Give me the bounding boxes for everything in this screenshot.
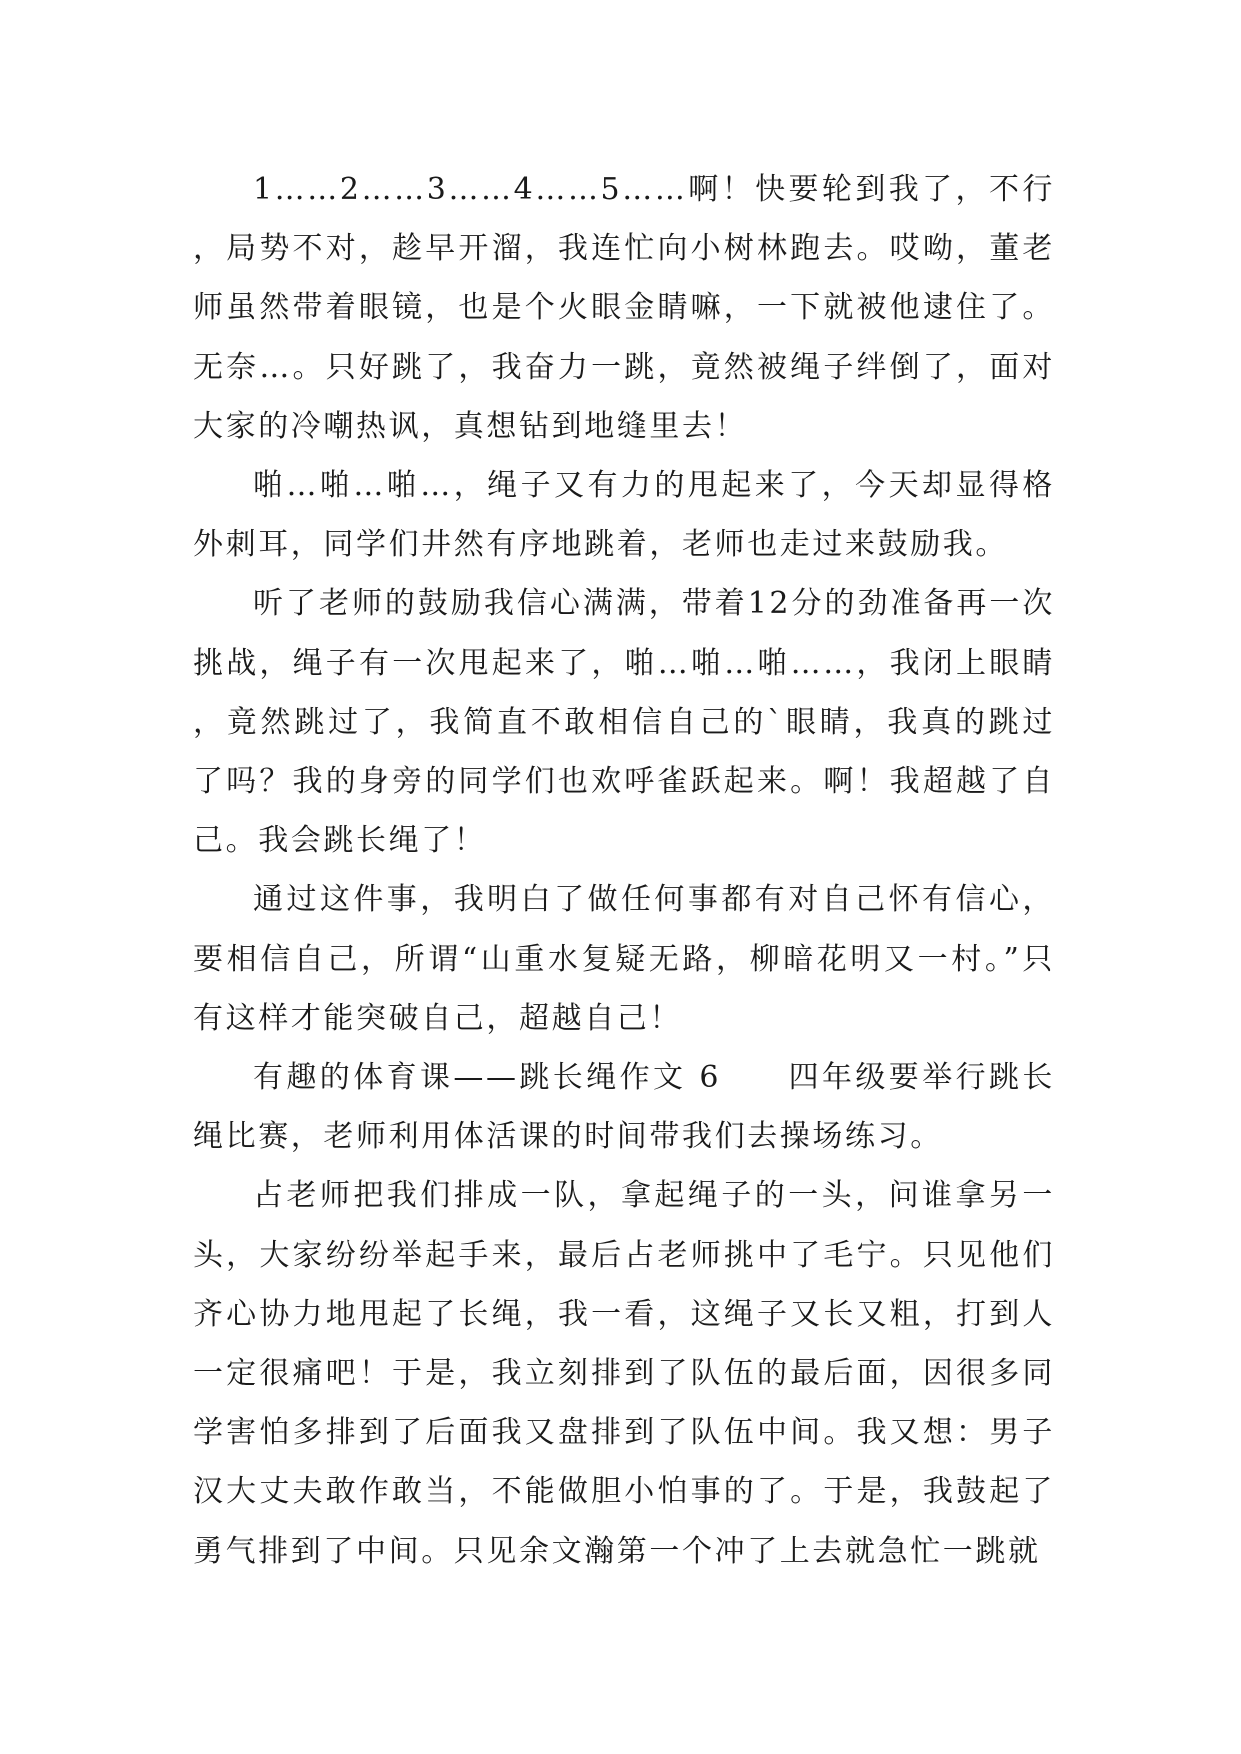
paragraph: 有趣的体育课——跳长绳作文 6 四年级要举行跳长绳比赛，老师利用体活课的时间带我们去操场练习。	[193, 1060, 1055, 1155]
essay-body	[193, 160, 1055, 1581]
paragraph: 1……2……3……4……5……啊！快要轮到我了，不行，局势不对，趁早开溜，我连忙向小树林跑去。哎呦，董老师虽然带着眼镜，也是个火眼金睛嘛，一下就被他逮住了。无奈…。只好跳了，我奋力一跳，竟然被绳子绊倒了，面对大家的冷嘲热讽，真想钻到地缝里去！	[193, 172, 1055, 444]
paragraph: 听了老师的鼓励我信心满满，带着12分的劲准备再一次挑战，绳子有一次甩起来了，啪…啪…啪……，我闭上眼睛，竟然跳过了，我简直不敢相信自己的`眼睛，我真的跳过了吗？我的身旁的同学们也欢呼雀跃起来。啊！我超越了自己。我会跳长绳了！	[193, 586, 1055, 859]
paragraph: 通过这件事，我明白了做任何事都有对自己怀有信心，要相信自己，所谓“山重水复疑无路，柳暗花明又一村。”只有这样才能突破自己，超越自己！	[193, 882, 1055, 1036]
paragraph: 啪…啪…啪…，绳子又有力的甩起来了，今天却显得格外刺耳，同学们井然有序地跳着，老师也走过来鼓励我。	[193, 468, 1055, 563]
paragraph: 占老师把我们排成一队，拿起绳子的一头，问谁拿另一头，大家纷纷举起手来，最后占老师挑中了毛宁。只见他们齐心协力地甩起了长绳，我一看，这绳子又长又粗，打到人一定很痛吧！于是，我立刻排到了队伍的最后面，因很多同学害怕多排到了后面我又盘排到了队伍中间。我又想：男子汉大丈夫敢作敢当，不能做胆小怕事的了。于是，我鼓起了勇气排到了中间。只见余文瀚第一个冲了上去就急忙一跳就	[193, 1178, 1055, 1569]
